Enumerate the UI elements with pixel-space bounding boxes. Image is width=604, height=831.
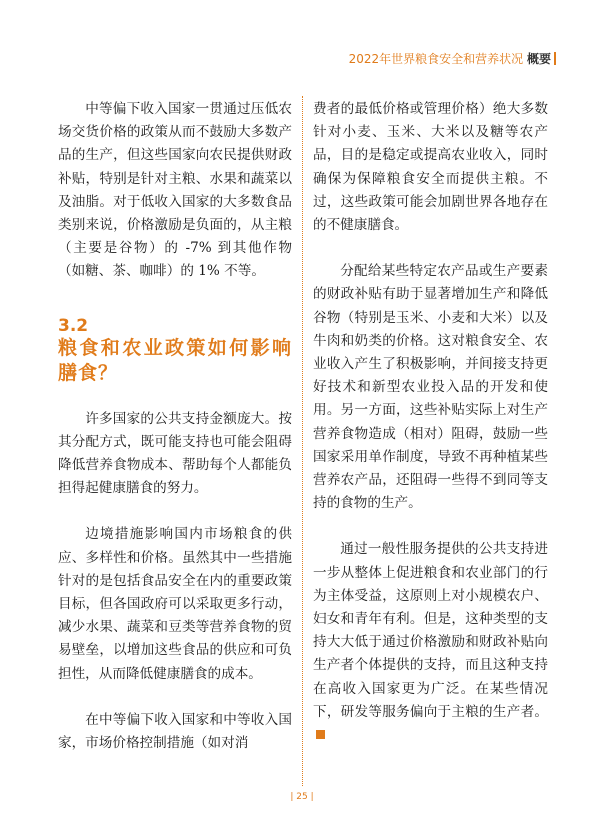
column-divider bbox=[302, 96, 303, 786]
paragraph-left-3: 边境措施影响国内市场粮食的供应、多样性和价格。虽然其中一些措施针对的是包括食品安全在内的重要政策目标，但各国政府可以采取更多行动，减少水果、蔬菜和豆类等营养食物的贸易壁垒，以增加这些食品的供应和可负担性，从而降低健康膳食的成本。 bbox=[58, 526, 292, 682]
paragraph-right-3 bbox=[313, 538, 548, 747]
page-number: | 25 | bbox=[290, 792, 314, 802]
end-of-article-icon bbox=[316, 730, 325, 739]
paragraph-right-2: 分配给某些特定农产品或生产要素的财政补贴有助于显著增加生产和降低谷物（特别是玉米、小麦和大米）以及牛肉和奶类的价格。这对粮食安全、农业收入产生了积极影响，并间接支持更好技术和新型农业投入品的开发和使用。另一方面，这些补贴实际上对生产营养食物造成（相对）阻碍，鼓励一些国家采用单作制度，导致不再种植某些营养农产品，还阻碍一些得不到同等支持的食物的生产。 bbox=[313, 263, 548, 512]
header-title: 2022年世界粮食安全和营养状况 bbox=[348, 52, 524, 66]
paragraph-right-1: 费者的最低价格或管理价格）绝大多数针对小麦、玉米、大米以及糖等农产品，目的是稳定或提高农业收入，同时确保为保障粮食安全而提供主粮。不过，这些政策可能会加剧世界各地存在的不健康膳食。 bbox=[313, 101, 548, 234]
paragraph-right-3-text: 通过一般性服务提供的公共支持进一步从整体上促进粮食和农业部门的行为主体受益，这原则上对小规模农户、妇女和青年有利。但是，这种类型的支持大大低于通过价格激励和财政补贴向生产者个体提供的支持，而且这种支持在高收入国家更为广泛。在某些情况下，研发等服务偏向于主粮的生产者。 bbox=[313, 541, 548, 720]
paragraph-left-2: 许多国家的公共支持金额庞大。按其分配方式，既可能支持也可能会阻碍降低营养食物成本、帮助每个人都能负担得起健康膳食的努力。 bbox=[58, 410, 292, 497]
paragraph-left-1: 中等偏下收入国家一贯通过压低农场交货价格的政策从而不鼓励大多数产品的生产，但这些国家向农民提供财政补贴，特别是针对主粮、水果和蔬菜以及油脂。对于低收入国家的大多数食品类别来说，价格激励是负面的，从主粮（主要是谷物）的 -7% 到其他作物（如糖、茶、咖啡）的 1% 不等。 bbox=[58, 101, 292, 280]
header-bar bbox=[554, 52, 556, 65]
header-suffix: 概要 bbox=[526, 52, 551, 66]
section-number: 3.2 bbox=[58, 315, 89, 336]
paragraph-left-4: 在中等偏下收入国家和中等收入国家，市场价格控制措施（如对消 bbox=[58, 711, 292, 752]
section-title: 粮食和农业政策如何影响膳食？ bbox=[58, 336, 292, 384]
left-column bbox=[58, 98, 292, 755]
page-number-value: 25 bbox=[296, 792, 308, 802]
running-header bbox=[349, 50, 556, 67]
right-column bbox=[313, 98, 548, 747]
